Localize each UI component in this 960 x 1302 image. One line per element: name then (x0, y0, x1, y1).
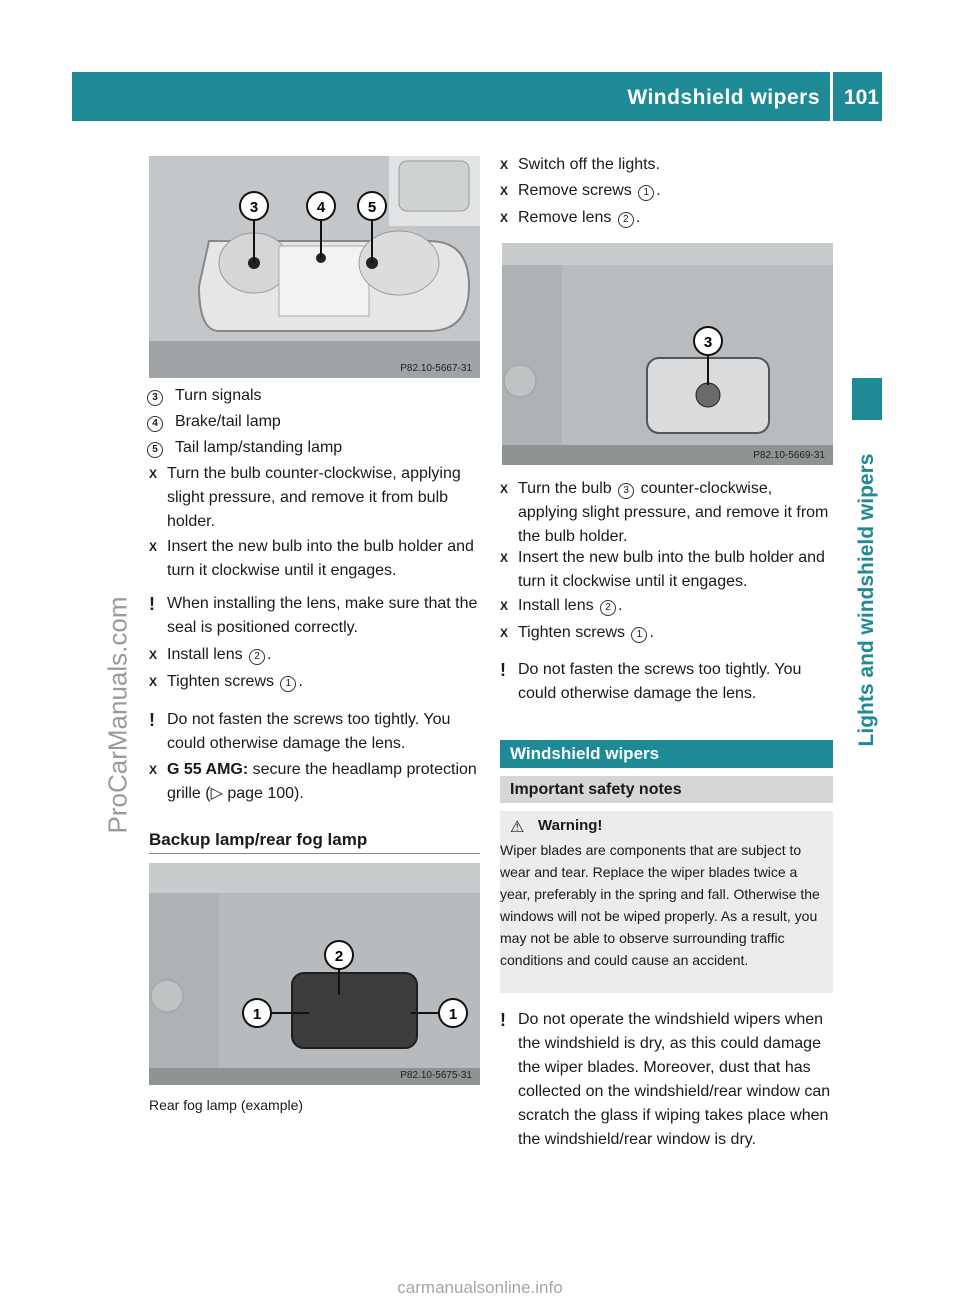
step: X Remove screws 1 . (500, 182, 661, 199)
callout-3: 3 (249, 199, 259, 216)
chapter-label: Lights and windshield wipers (855, 453, 878, 747)
legend-item: 5 Tail lamp/standing lamp (149, 436, 498, 460)
step: X Remove lens 2 . (500, 209, 641, 226)
footer-url: carmanualsonline.info (397, 1278, 563, 1297)
photo-caption: Rear fog lamp (example) (149, 1097, 304, 1113)
warning-text: Wiper blades are components that are subject to wear and tear. Replace the wiper blades twice a year, preferably in the spring and fall. Otherwise the windows will not be wiped properly. As a result, you may not be able to observe surrounding traffic conditions and could cause an accident. (500, 842, 820, 968)
step: X Turn the bulb 3 counter-clockwise, applying slight pressure, and remove it from the bulb holder. (500, 480, 829, 545)
note: ! Do not operate the windshield wipers when the windshield is dry, as this could damage the wiper blades. Moreover, dust that has collected on the windshield/rear window can scratch the glass if wiping takes place when the windshield/rear window is dry. (500, 1010, 831, 1148)
warning-title: Warning! (538, 817, 603, 834)
page-number: 101 (844, 86, 880, 109)
backup-lamp-illustration (502, 243, 833, 465)
subsection-heading-safety: Important safety notes (500, 776, 833, 803)
note: ! When installing the lens, make sure that the seal is positioned correctly. (149, 594, 478, 636)
section-rule (149, 853, 480, 854)
warning-icon: ⚠ (510, 819, 525, 836)
callout-5: 5 (367, 199, 377, 216)
callout-2: 2 (334, 948, 344, 965)
legend-item: 3 Turn signals (149, 384, 498, 408)
legend-item: 4 Brake/tail lamp (149, 410, 498, 434)
photo-code: P82.10-5667-31 (400, 363, 472, 374)
tail-lamp-illustration (149, 156, 480, 378)
photo-code: P82.10-5675-31 (400, 1070, 472, 1081)
step: X Install lens 2 . (500, 597, 623, 614)
step: X Tighten screws 1 . (149, 673, 303, 690)
step: X Switch off the lights. (500, 156, 660, 173)
rear-fog-illustration (149, 863, 480, 1085)
section-heading-windshield-wipers: Windshield wipers (500, 740, 833, 768)
callout-4: 4 (316, 199, 326, 216)
tail-lamp-photo (149, 156, 480, 378)
chapter-tab (852, 378, 882, 420)
note: ! Do not fasten the screws too tightly. You could otherwise damage the lens. (500, 660, 802, 702)
callout-3: 3 (703, 334, 713, 351)
watermark: ProCarManuals.com (102, 596, 133, 834)
backup-lamp-photo (502, 243, 833, 465)
step: X G 55 AMG: secure the headlamp protection grille (▷ page 100). (149, 761, 477, 802)
header-divider (830, 72, 833, 121)
step: X Tighten screws 1 . (500, 624, 654, 641)
warning-box (500, 811, 833, 993)
page-title: Windshield wipers (627, 86, 820, 109)
step: X Turn the bulb counter-clockwise, applying slight pressure, and remove it from bulb holder. (149, 465, 461, 530)
note: ! Do not fasten the screws too tightly. You could otherwise damage the lens. (149, 710, 451, 752)
photo-code: P82.10-5669-31 (753, 450, 825, 461)
rear-fog-lamp-photo (149, 863, 480, 1085)
step: X Install lens 2 . (149, 646, 272, 663)
step: X Insert the new bulb into the bulb holder and turn it clockwise until it engages. (149, 538, 474, 579)
step: X Insert the new bulb into the bulb holder and turn it clockwise until it engages. (500, 549, 825, 590)
callout-1: 1 (252, 1006, 262, 1023)
callout-1: 1 (448, 1006, 458, 1023)
section-heading: Backup lamp/rear fog lamp (149, 830, 368, 849)
